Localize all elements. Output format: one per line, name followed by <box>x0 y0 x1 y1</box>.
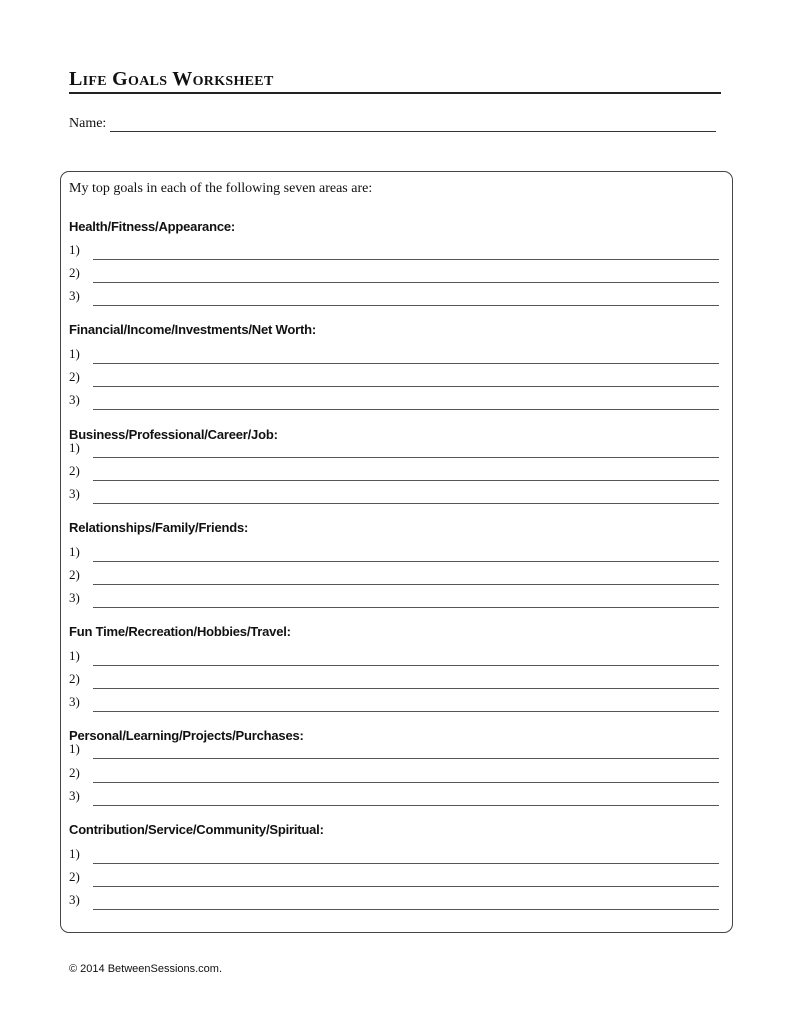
answer-rule <box>93 259 719 260</box>
line-number: 3) <box>69 788 80 803</box>
name-label: Name: <box>69 116 107 131</box>
answer-rule <box>93 863 719 864</box>
answer-rule <box>93 386 719 387</box>
line-number: 3) <box>69 486 80 501</box>
answer-rule <box>93 758 719 759</box>
line-number: 2) <box>69 869 80 884</box>
title-rule <box>69 70 721 94</box>
line-number: 1) <box>69 648 80 663</box>
goal-line[interactable] <box>69 544 719 562</box>
answer-rule <box>93 665 719 666</box>
answer-rule <box>93 584 719 585</box>
copyright-footer: © 2014 BetweenSessions.com. <box>69 963 223 975</box>
line-number: 3) <box>69 892 80 907</box>
line-number: 2) <box>69 265 80 280</box>
goal-line[interactable] <box>69 346 719 364</box>
answer-rule <box>93 503 719 504</box>
line-number: 3) <box>69 288 80 303</box>
line-number: 1) <box>69 242 80 257</box>
section-title: Contribution/Service/Community/Spiritual: <box>69 822 324 837</box>
answer-rule <box>93 480 719 481</box>
line-number: 3) <box>69 392 80 407</box>
goal-line[interactable] <box>69 392 719 410</box>
goal-line[interactable] <box>69 486 719 504</box>
page-title: Life Goals Worksheet <box>69 68 274 90</box>
goal-line[interactable] <box>69 741 719 759</box>
line-number: 2) <box>69 369 80 384</box>
line-number: 2) <box>69 463 80 478</box>
answer-rule <box>93 457 719 458</box>
goal-line[interactable] <box>69 788 719 806</box>
answer-rule <box>93 886 719 887</box>
answer-rule <box>93 409 719 410</box>
section-title: Personal/Learning/Projects/Purchases: <box>69 728 304 743</box>
goal-line[interactable] <box>69 567 719 585</box>
goal-line[interactable] <box>69 265 719 283</box>
line-number: 1) <box>69 440 80 455</box>
line-number: 2) <box>69 671 80 686</box>
goal-line[interactable] <box>69 242 719 260</box>
line-number: 2) <box>69 567 80 582</box>
line-number: 1) <box>69 544 80 559</box>
line-number: 1) <box>69 346 80 361</box>
goal-line[interactable] <box>69 648 719 666</box>
goal-line[interactable] <box>69 892 719 910</box>
goal-line[interactable] <box>69 846 719 864</box>
goal-line[interactable] <box>69 463 719 481</box>
section-title: Health/Fitness/Appearance: <box>69 219 236 234</box>
answer-rule <box>93 561 719 562</box>
answer-rule <box>93 782 719 783</box>
goal-line[interactable] <box>69 369 719 387</box>
section-title: Relationships/Family/Friends: <box>69 520 249 535</box>
goal-line[interactable] <box>69 869 719 887</box>
section-title: Fun Time/Recreation/Hobbies/Travel: <box>69 624 291 639</box>
section-title: Business/Professional/Career/Job: <box>69 427 278 442</box>
line-number: 3) <box>69 694 80 709</box>
intro-text: My top goals in each of the following seven areas are: <box>69 181 373 196</box>
line-number: 1) <box>69 846 80 861</box>
goal-line[interactable] <box>69 671 719 689</box>
answer-rule <box>93 282 719 283</box>
name-field-row <box>69 116 716 132</box>
answer-rule <box>93 688 719 689</box>
answer-rule <box>93 363 719 364</box>
line-number: 1) <box>69 741 80 756</box>
answer-rule <box>93 305 719 306</box>
goal-line[interactable] <box>69 440 719 458</box>
answer-rule <box>93 711 719 712</box>
section-title: Financial/Income/Investments/Net Worth: <box>69 322 316 337</box>
answer-rule <box>93 805 719 806</box>
answer-rule <box>93 607 719 608</box>
line-number: 3) <box>69 590 80 605</box>
name-field[interactable] <box>110 131 716 132</box>
goal-line[interactable] <box>69 694 719 712</box>
line-number: 2) <box>69 765 80 780</box>
goal-line[interactable] <box>69 288 719 306</box>
goal-line[interactable] <box>69 590 719 608</box>
goal-line[interactable] <box>69 765 719 783</box>
answer-rule <box>93 909 719 910</box>
